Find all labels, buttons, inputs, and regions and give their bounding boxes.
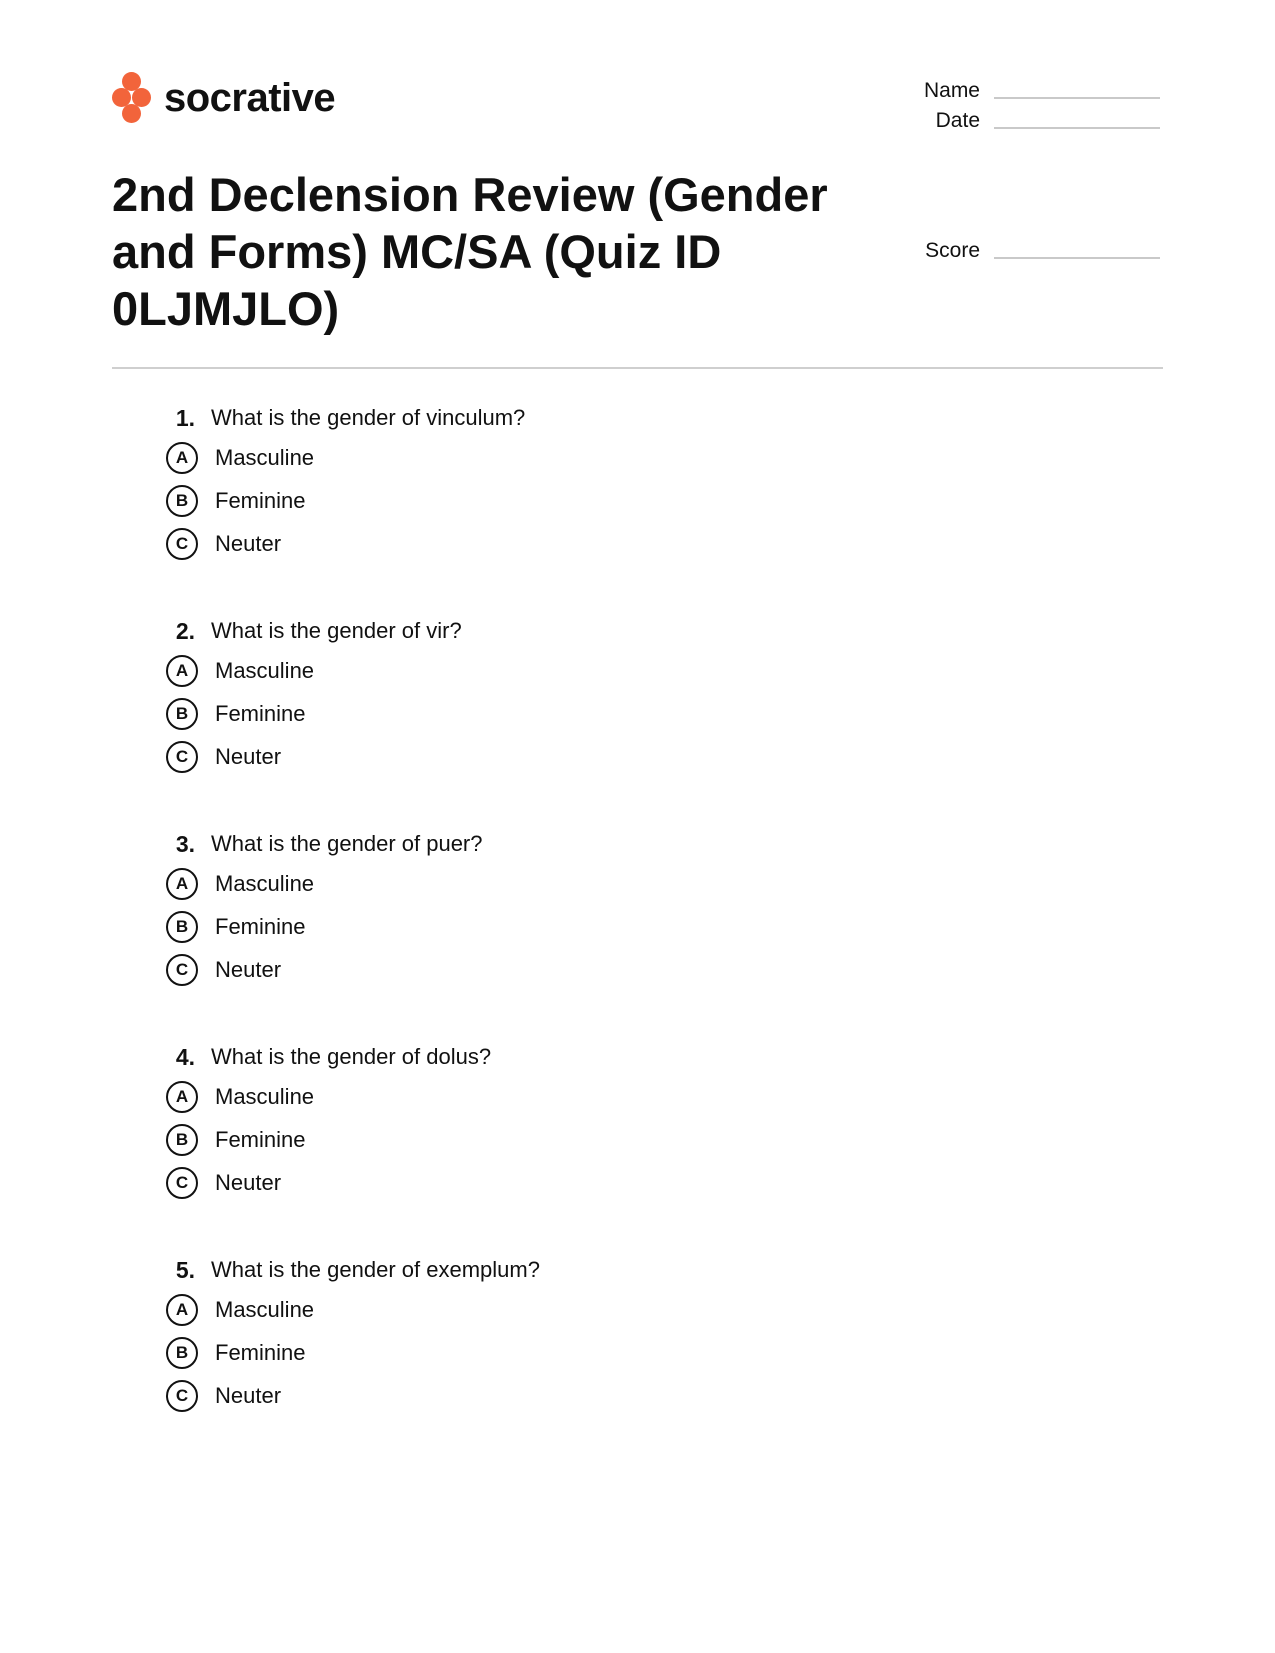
choice-a[interactable] (160, 1288, 1060, 1331)
score-label: Score (925, 239, 980, 262)
brand-name: socrative (164, 76, 336, 120)
choice-bubble[interactable]: C (166, 1380, 198, 1412)
choice-c[interactable] (160, 1161, 1060, 1204)
choice-bubble[interactable]: B (166, 911, 198, 943)
choice-text: Masculine (215, 1083, 315, 1109)
choice-bubble[interactable]: C (166, 741, 198, 773)
choice-b[interactable] (160, 1118, 1060, 1161)
choice-text: Neuter (215, 1169, 282, 1195)
choice-text: Neuter (215, 530, 282, 556)
choice-text: Feminine (215, 1339, 306, 1365)
question-text: What is the gender of vinculum? (211, 405, 526, 430)
socrative-logo-icon (112, 72, 152, 124)
choice-c[interactable] (160, 1374, 1060, 1417)
choice-bubble[interactable]: A (166, 1081, 198, 1113)
choice-text: Masculine (215, 444, 315, 470)
question-5 (160, 1252, 1060, 1465)
brand-logo (112, 72, 335, 124)
date-label: Date (935, 109, 980, 132)
choice-a[interactable] (160, 862, 1060, 905)
choice-a[interactable] (160, 649, 1060, 692)
quiz-title: 2nd Declension Review (Gender and Forms) MC/SA (Quiz ID 0LJMJLO) (112, 168, 828, 335)
choice-text: Masculine (215, 657, 315, 683)
question-number: 4. (175, 1043, 195, 1070)
choice-bubble[interactable]: C (166, 1167, 198, 1199)
name-label: Name (923, 79, 980, 102)
choice-text: Neuter (215, 743, 282, 769)
question-text: What is the gender of dolus? (211, 1044, 492, 1069)
choice-b[interactable] (160, 1331, 1060, 1374)
choice-b[interactable] (160, 479, 1060, 522)
question-number: 2. (175, 617, 195, 644)
choice-bubble[interactable]: A (166, 1294, 198, 1326)
choice-text: Feminine (215, 1126, 306, 1152)
question-text: What is the gender of vir? (211, 618, 462, 643)
choice-b[interactable] (160, 905, 1060, 948)
choice-bubble[interactable]: A (166, 655, 198, 687)
score-field[interactable] (880, 236, 1162, 266)
choice-a[interactable] (160, 1075, 1060, 1118)
name-field[interactable] (880, 76, 1162, 106)
choice-bubble[interactable]: A (166, 868, 198, 900)
choice-text: Feminine (215, 913, 306, 939)
question-number: 5. (175, 1256, 195, 1283)
student-fields (880, 76, 1162, 136)
choice-a[interactable] (160, 436, 1060, 479)
choice-c[interactable] (160, 948, 1060, 991)
choice-c[interactable] (160, 735, 1060, 778)
choice-bubble[interactable]: C (166, 954, 198, 986)
choice-bubble[interactable]: C (166, 528, 198, 560)
choice-text: Feminine (215, 700, 306, 726)
question-text: What is the gender of puer? (211, 831, 483, 856)
choice-text: Feminine (215, 487, 306, 513)
question-1 (160, 400, 1060, 613)
choice-bubble[interactable]: B (166, 485, 198, 517)
choice-bubble[interactable]: B (166, 1124, 198, 1156)
choice-text: Masculine (215, 870, 315, 896)
choice-b[interactable] (160, 692, 1060, 735)
choice-text: Neuter (215, 1382, 282, 1408)
question-list (160, 400, 1060, 1465)
question-text: What is the gender of exemplum? (211, 1257, 540, 1282)
question-2 (160, 613, 1060, 826)
choice-text: Neuter (215, 956, 282, 982)
choice-text: Masculine (215, 1296, 315, 1322)
question-number: 3. (175, 830, 195, 857)
question-4 (160, 1039, 1060, 1252)
choice-bubble[interactable]: B (166, 1337, 198, 1369)
date-line (994, 113, 1160, 129)
choice-c[interactable] (160, 522, 1060, 565)
name-line (994, 83, 1160, 99)
question-number: 1. (175, 404, 195, 431)
choice-bubble[interactable]: B (166, 698, 198, 730)
choice-bubble[interactable]: A (166, 442, 198, 474)
score-line (994, 243, 1160, 259)
question-3 (160, 826, 1060, 1039)
header-divider (112, 367, 1163, 369)
date-field[interactable] (880, 106, 1162, 136)
